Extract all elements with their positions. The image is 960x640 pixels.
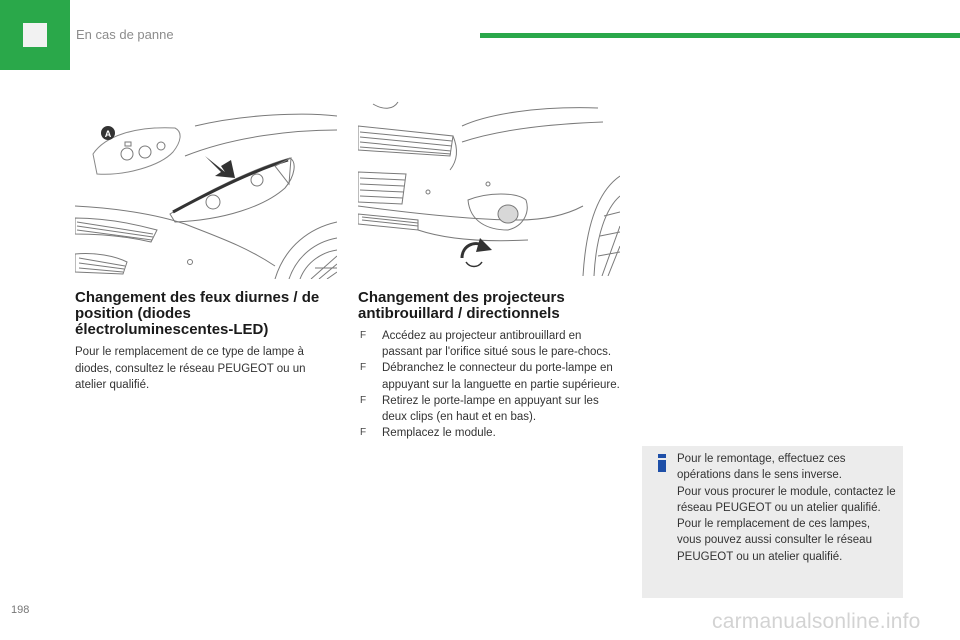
chapter-tab-square (23, 23, 47, 47)
info-line: Pour le remontage, effectuez ces opérations dans le sens inverse. (677, 453, 846, 482)
left-heading: Changement des feux diurnes / de position (diodes électroluminescentes-LED) (75, 289, 320, 338)
chapter-tab (0, 0, 70, 70)
step-text: Retirez le porte-lampe en appuyant sur les deux clips (en haut et en bas). (382, 394, 599, 424)
step-marker: F (360, 330, 367, 341)
info-box (642, 446, 903, 598)
step-list (358, 328, 620, 441)
step-marker: F (360, 394, 367, 406)
header-rule (480, 33, 960, 38)
section-title: En cas de panne (76, 27, 174, 42)
watermark: carmanualsonline.info (712, 610, 921, 633)
right-heading: Changement des projecteurs antibrouillard / directionnels (358, 289, 565, 322)
callout-a-label: A (104, 129, 112, 139)
info-text (677, 451, 897, 565)
foglamp-illustration (358, 96, 620, 276)
step-text: Débranchez le connecteur du porte-lampe en appuyant sur la languette en partie supérieure. (382, 362, 620, 391)
info-line: Pour vous procurer le module, contactez le réseau PEUGEOT ou un atelier qualifié. (677, 485, 896, 514)
step-text: Remplacez le module. (382, 427, 496, 440)
page-number: 198 (11, 604, 30, 616)
list-item (358, 393, 620, 425)
list-item (358, 360, 620, 392)
step-marker: F (360, 427, 367, 439)
arrow-icon (205, 156, 235, 178)
step-marker: F (360, 362, 367, 374)
step-text: Accédez au projecteur antibrouillard en passant par l'orifice situé sous le pare-chocs. (382, 330, 612, 359)
list-item (358, 425, 620, 441)
info-line: Pour le remplacement de ces lampes, vous pouvez aussi consulter le réseau PEUGEOT ou un atelier qualifié. (677, 518, 872, 563)
headlamp-illustration (75, 96, 337, 279)
left-body: Pour le remplacement de ce type de lampe à diodes, consultez le réseau PEUGEOT ou un atelier qualifié. (75, 346, 306, 391)
info-icon (655, 454, 669, 472)
list-item (358, 328, 620, 360)
